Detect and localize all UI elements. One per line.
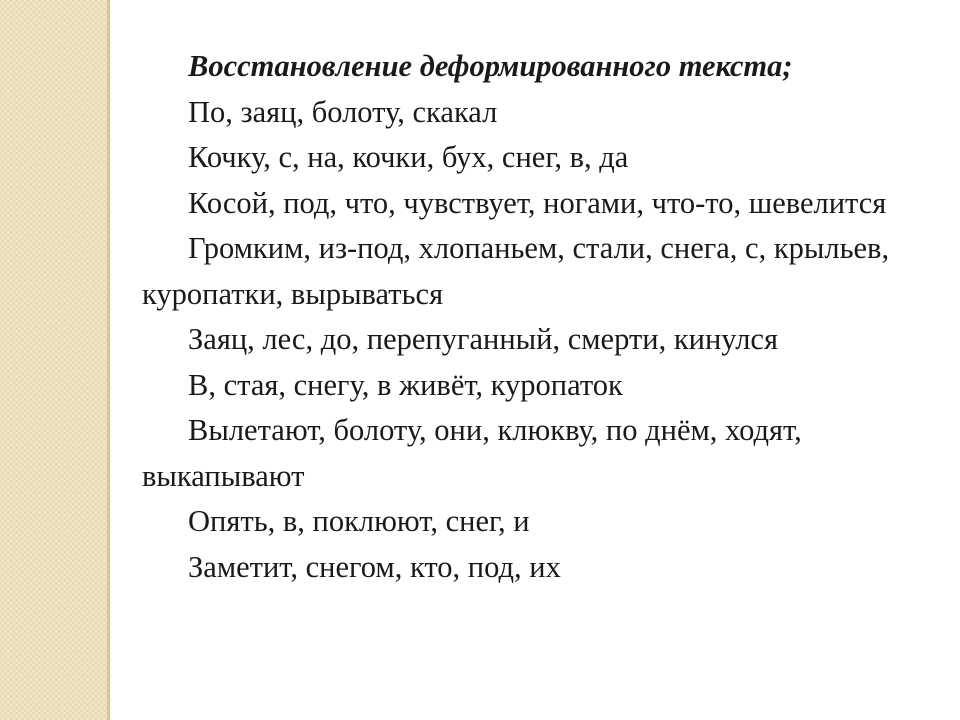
text-line-1: По, заяц, болоту, скакал — [188, 94, 498, 129]
text-line-3: Косой, под, что, чувствует, ногами, что-то, шевелится — [188, 185, 887, 220]
decorative-divider — [107, 0, 110, 720]
text-line-7: Вылетают, болоту, они, клюкву, по днём, ходят, выкапывают — [142, 413, 802, 493]
decorative-side-band — [0, 0, 107, 720]
text-line-2: Кочку, с, на, кочки, бух, снег, в, да — [188, 140, 629, 174]
text-line-4: Громким, из-под, хлопаньем, стали, снега, с, крыльев, куропатки, вырываться — [142, 231, 890, 311]
text-line-9: Заметит, снегом, кто, под, их — [188, 549, 561, 584]
slide-text-body — [142, 44, 942, 590]
text-line-6: В, стая, снегу, в живёт, куропаток — [188, 367, 623, 402]
text-line-8: Опять, в, поклюют, снег, и — [188, 504, 530, 538]
slide-heading: Восстановление деформированного текста; — [188, 49, 793, 83]
text-line-5: Заяц, лес, до, перепуганный, смерти, кинулся — [188, 322, 778, 356]
